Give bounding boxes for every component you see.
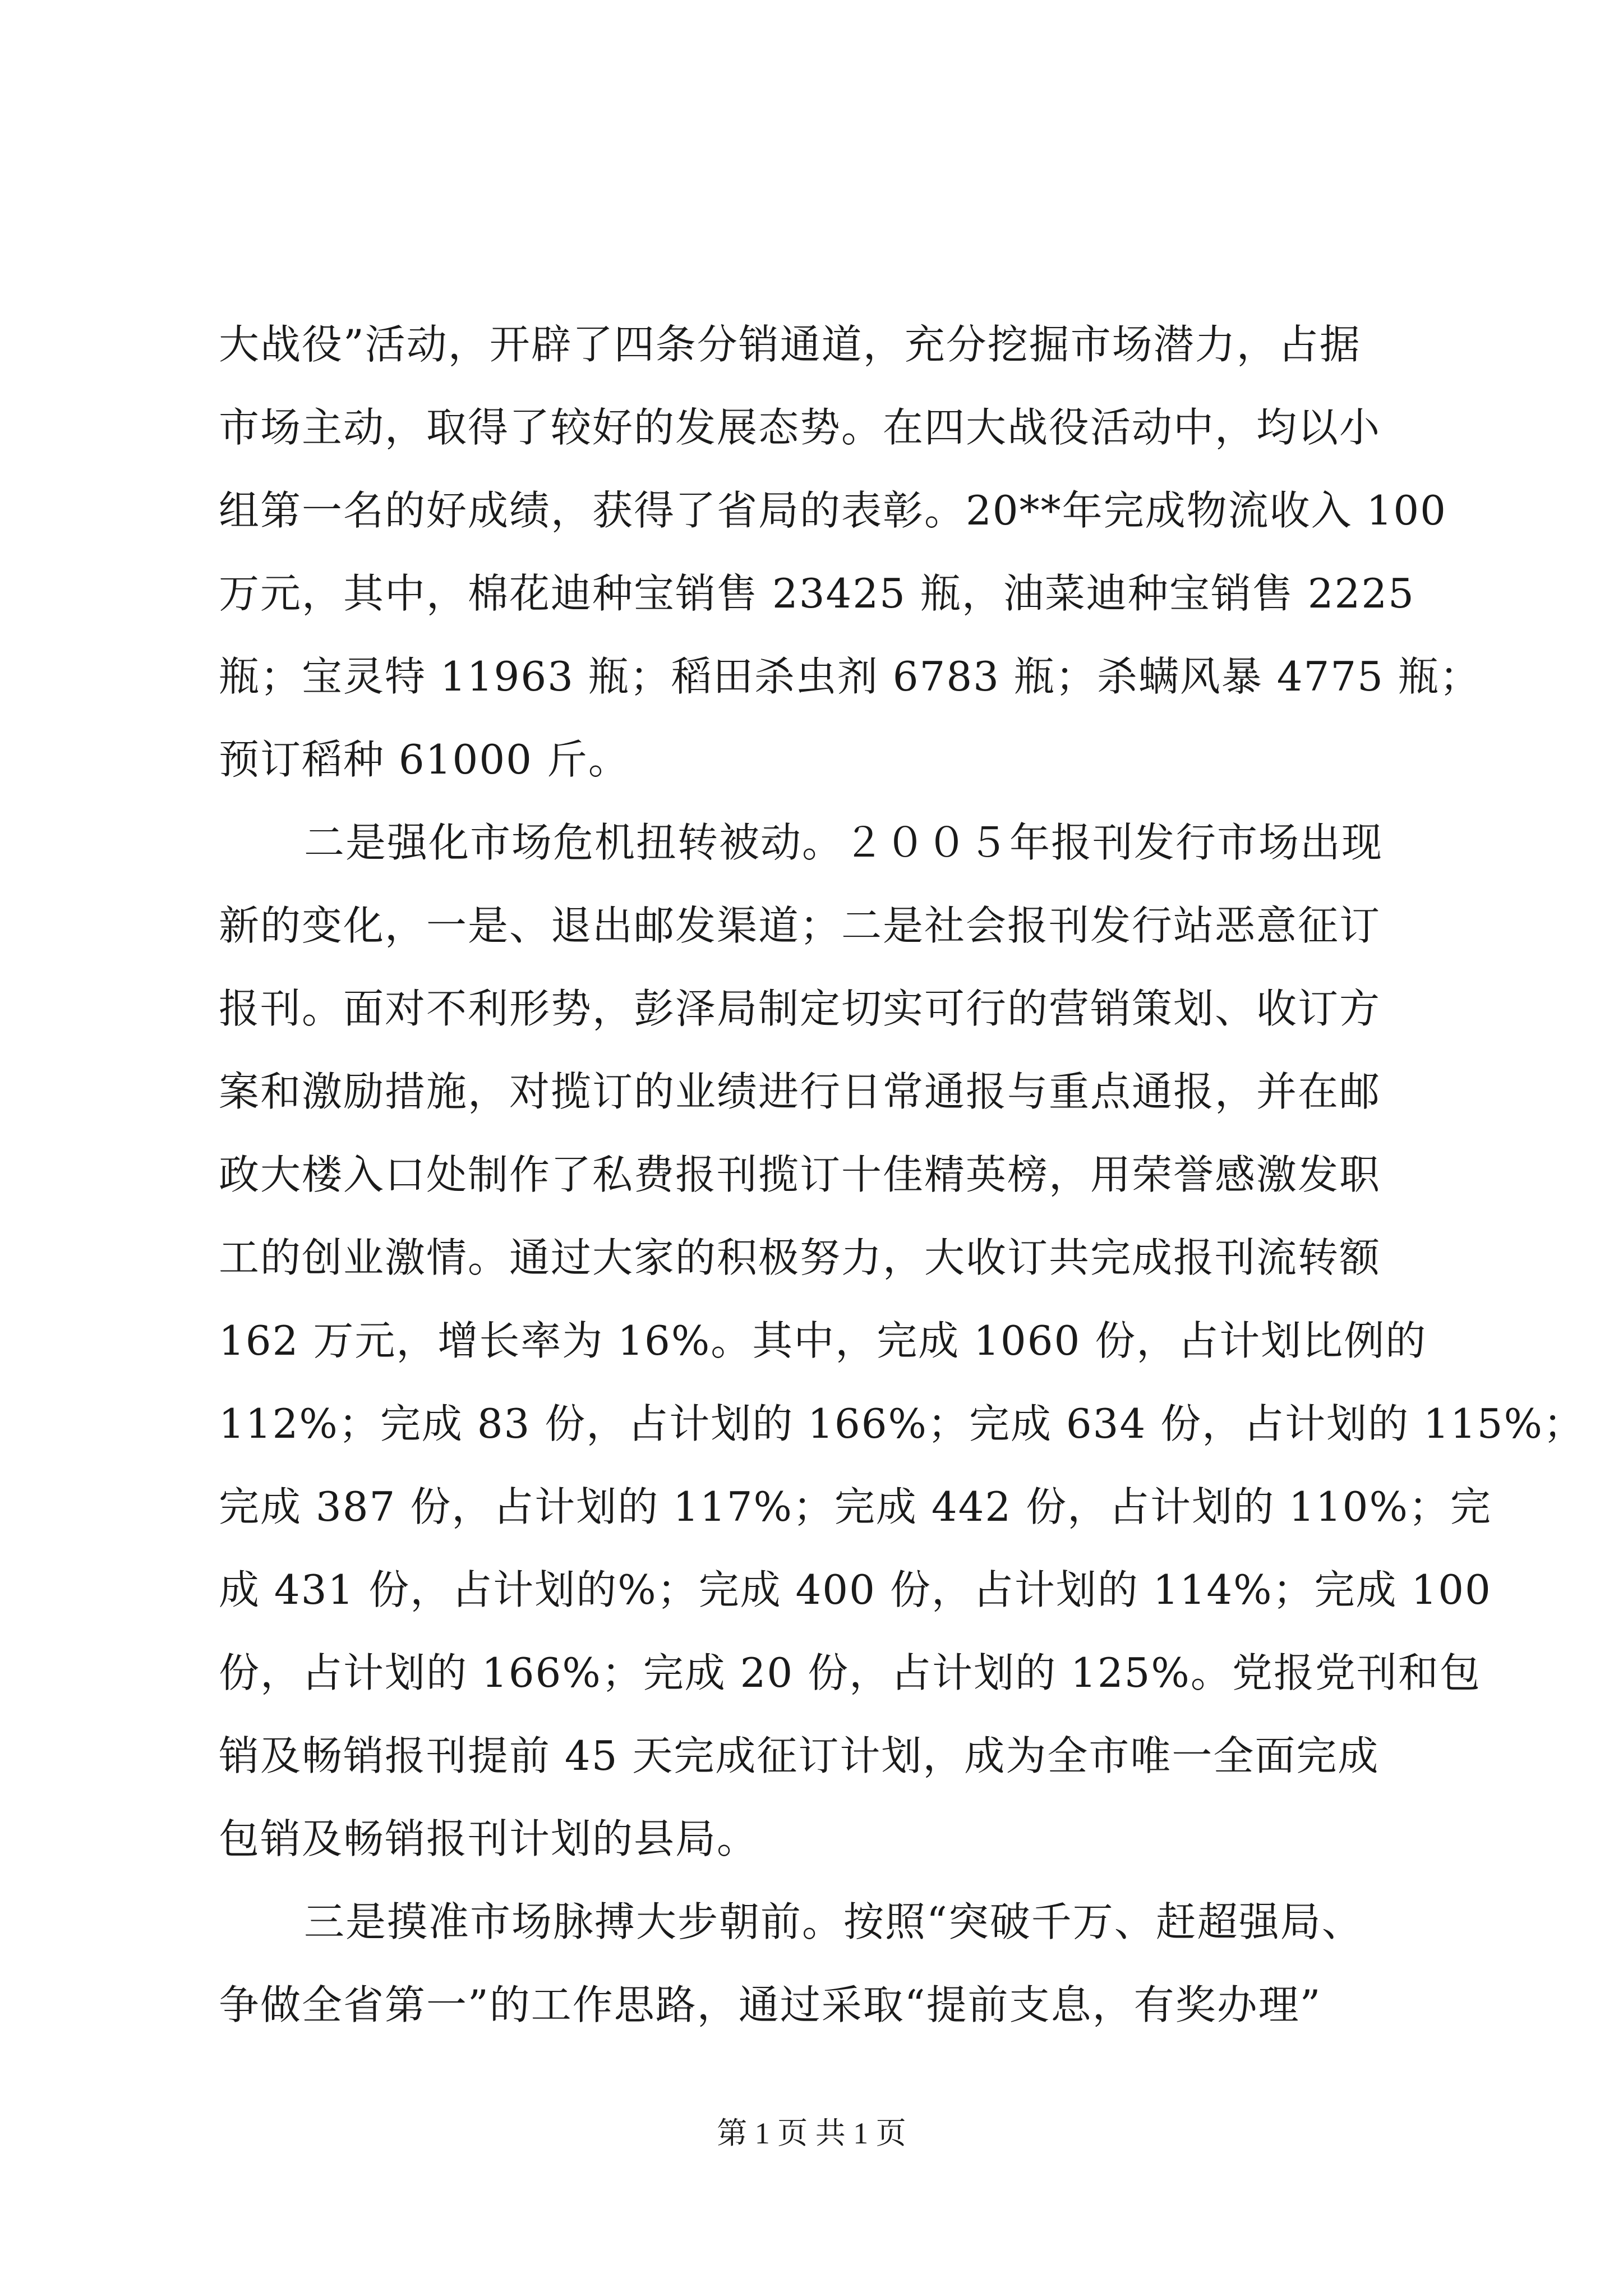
text-line: 预订稻种 61000 斤。 <box>219 736 630 783</box>
text-line: 万元，其中，棉花迪种宝销售 23425 瓶，油菜迪种宝销售 2225 <box>219 570 1415 617</box>
text-line: 销及畅销报刊提前 45 天完成征订计划，成为全市唯一全面完成 <box>219 1732 1380 1779</box>
text-line: 工的创业激情。通过大家的积极努力，大收订共完成报刊流转额 <box>219 1234 1381 1281</box>
text-line: 完成 387 份，占计划的 117%；完成 442 份，占计划的 110%；完 <box>219 1483 1492 1530</box>
paragraph-start-line: 二是强化市场危机扭转被动。２００５年报刊发行市场出现 <box>304 819 1384 866</box>
text-line: 162 万元，增长率为 16%。其中，完成 1060 份，占计划比例的 <box>219 1317 1427 1364</box>
text-line: 市场主动，取得了较好的发展态势。在四大战役活动中，均以小 <box>219 404 1381 451</box>
text-line: 大战役”活动，开辟了四条分销通道，充分挖掘市场潜力，占据 <box>219 321 1361 368</box>
text-line: 112%；完成 83 份，占计划的 166%；完成 634 份，占计划的 115%； <box>219 1400 1585 1447</box>
page-number-footer: 第 1 页 共 1 页 <box>717 2116 906 2150</box>
text-line: 政大楼入口处制作了私费报刊揽订十佳精英榜，用荣誉感激发职 <box>219 1151 1381 1198</box>
text-line: 份，占计划的 166%；完成 20 份，占计划的 125%。党报党刊和包 <box>219 1649 1481 1696</box>
text-line: 报刊。面对不利形势，彭泽局制定切实可行的营销策划、收订方 <box>219 985 1381 1032</box>
text-line: 包销及畅销报刊计划的县局。 <box>219 1815 759 1862</box>
text-line: 组第一名的好成绩，获得了省局的表彰。20**年完成物流收入 100 <box>219 487 1447 534</box>
text-line: 案和激励措施，对揽订的业绩进行日常通报与重点通报，并在邮 <box>219 1068 1381 1115</box>
paragraph-start-line: 三是摸准市场脉搏大步朝前。按照“突破千万、赶超强局、 <box>304 1898 1363 1945</box>
document-body <box>219 303 1585 2046</box>
text-line: 争做全省第一”的工作思路，通过采取“提前支息，有奖办理” <box>219 1981 1322 2028</box>
text-line: 成 431 份，占计划的%；完成 400 份，占计划的 114%；完成 100 <box>219 1566 1492 1613</box>
text-line: 新的变化，一是、退出邮发渠道；二是社会报刊发行站恶意征订 <box>219 902 1381 949</box>
text-line: 瓶；宝灵特 11963 瓶；稻田杀虫剂 6783 瓶；杀螨风暴 4775 瓶； <box>219 653 1481 700</box>
